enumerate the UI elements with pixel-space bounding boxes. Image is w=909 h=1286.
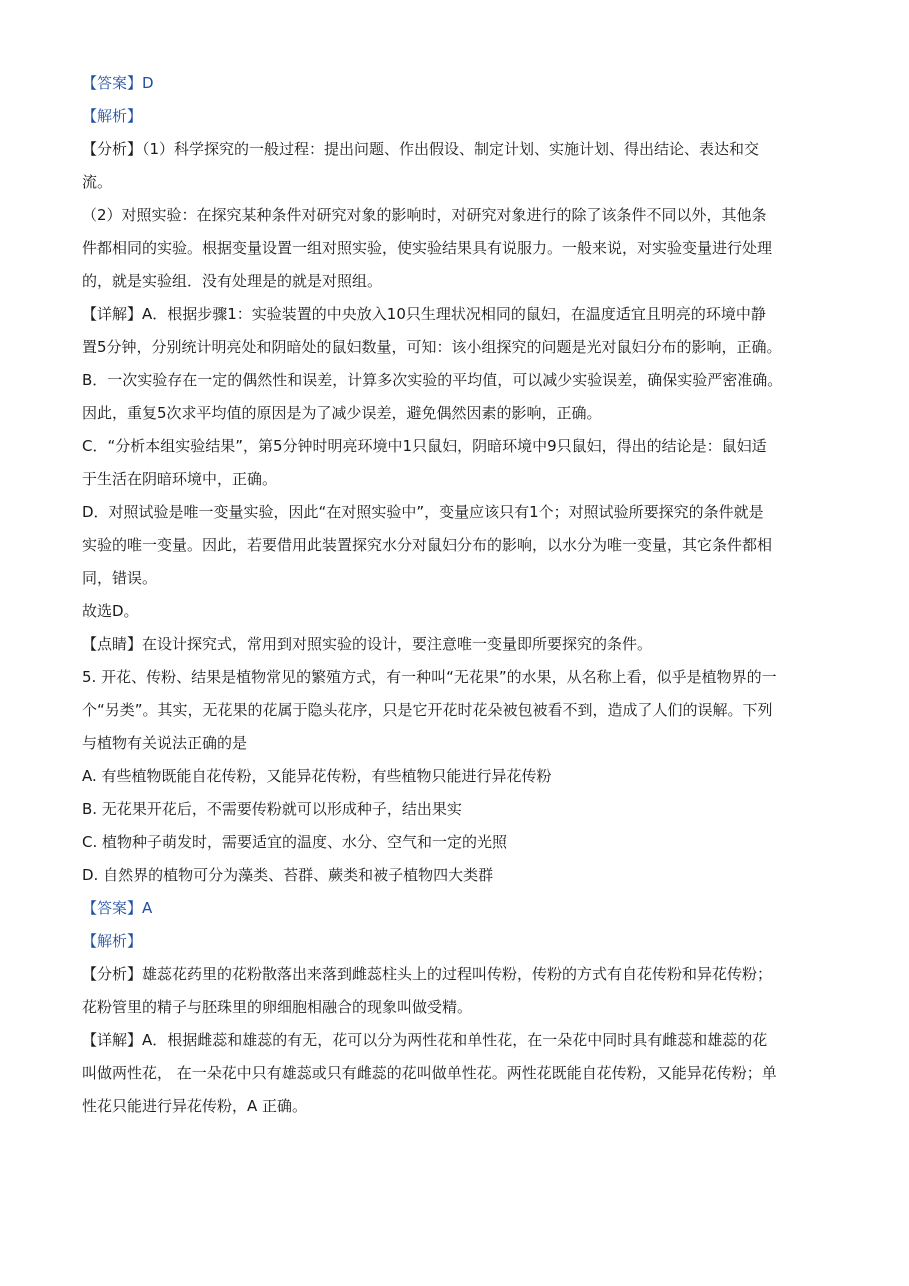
text-line: 因此，重复5次求平均值的原因是为了减少误差，避免偶然因素的影响，正确。 (82, 404, 602, 422)
text-line: 故选D。 (82, 602, 139, 620)
answer-line: 【答案】D (82, 74, 154, 92)
question-line: 5. 开花、传粉、结果是植物常见的繁殖方式，有一种叫“无花果”的水果，从名称上看，似乎是植物界的一 (82, 668, 777, 686)
option-b: B. 无花果开花后，不需要传粉就可以形成种子，结出果实 (82, 800, 462, 818)
question-line: 个“另类”。其实，无花果的花属于隐头花序，只是它开花时花朵被包被看不到，造成了人们的误解。下列 (82, 701, 773, 719)
text-line: 叫做两性花， 在一朵花中只有雄蕊或只有雌蕊的花叫做单性花。两性花既能自花传粉，又能异花传粉；单 (82, 1064, 777, 1082)
option-c: C. 植物种子萌发时，需要适宜的温度、水分、空气和一定的光照 (82, 833, 508, 851)
text-line: C．“分析本组实验结果”，第5分钟时明亮环境中1只鼠妇，阴暗环境中9只鼠妇，得出的结论是：鼠妇适 (82, 437, 767, 455)
text-line: 【分析】雄蕊花药里的花粉散落出来落到雌蕊柱头上的过程叫传粉，传粉的方式有自花传粉和异花传粉； (82, 965, 773, 983)
text-line: 的，就是实验组．没有处理是的就是对照组。 (82, 272, 383, 290)
text-line: 花粉管里的精子与胚珠里的卵细胞相融合的现象叫做受精。 (82, 998, 473, 1016)
analysis-heading: 【解析】 (82, 107, 143, 125)
text-line: 流。 (82, 173, 113, 191)
text-line: 置5分钟，分别统计明亮处和阴暗处的鼠妇数量，可知：该小组探究的问题是光对鼠妇分布的影响，正确。 (82, 338, 782, 356)
text-line: 性花只能进行异花传粉，A 正确。 (82, 1097, 308, 1115)
text-line: （2）对照实验：在探究某种条件对研究对象的影响时，对研究对象进行的除了该条件不同以外，其他条 (82, 206, 767, 224)
analysis-heading: 【解析】 (82, 932, 143, 950)
option-d: D. 自然界的植物可分为藻类、苔群、蕨类和被子植物四大类群 (82, 866, 494, 884)
text-line: 同，错误。 (82, 569, 158, 587)
text-line: B．一次实验存在一定的偶然性和误差，计算多次实验的平均值，可以减少实验误差，确保实验严密准确。 (82, 371, 783, 389)
text-line: D．对照试验是唯一变量实验，因此“在对照实验中”，变量应该只有1个；对照试验所要探究的条件就是 (82, 503, 764, 521)
answer-line: 【答案】A (82, 899, 153, 917)
text-line: 【详解】A．根据步骤1：实验装置的中央放入10只生理状况相同的鼠妇，在温度适宜且明亮的环境中静 (82, 305, 766, 323)
option-a: A. 有些植物既能自花传粉，又能异花传粉，有些植物只能进行异花传粉 (82, 767, 552, 785)
text-line: 【详解】A．根据雌蕊和雄蕊的有无，花可以分为两性花和单性花，在一朵花中同时具有雌蕊和雄蕊的花 (82, 1031, 768, 1049)
text-line: 【分析】（1）科学探究的一般过程：提出问题、作出假设、制定计划、实施计划、得出结论、表达和交 (82, 140, 760, 158)
document-page (82, 72, 832, 1128)
text-line: 件都相同的实验。根据变量设置一组对照实验，使实验结果具有说服力。一般来说，对实验变量进行处理 (82, 239, 773, 257)
question-line: 与植物有关说法正确的是 (82, 734, 248, 752)
text-line: 【点睛】在设计探究式，常用到对照实验的设计，要注意唯一变量即所要探究的条件。 (82, 635, 653, 653)
text-line: 于生活在阴暗环境中，正确。 (82, 470, 278, 488)
text-line: 实验的唯一变量。因此，若要借用此装置探究水分对鼠妇分布的影响，以水分为唯一变量，其它条件都相 (82, 536, 773, 554)
